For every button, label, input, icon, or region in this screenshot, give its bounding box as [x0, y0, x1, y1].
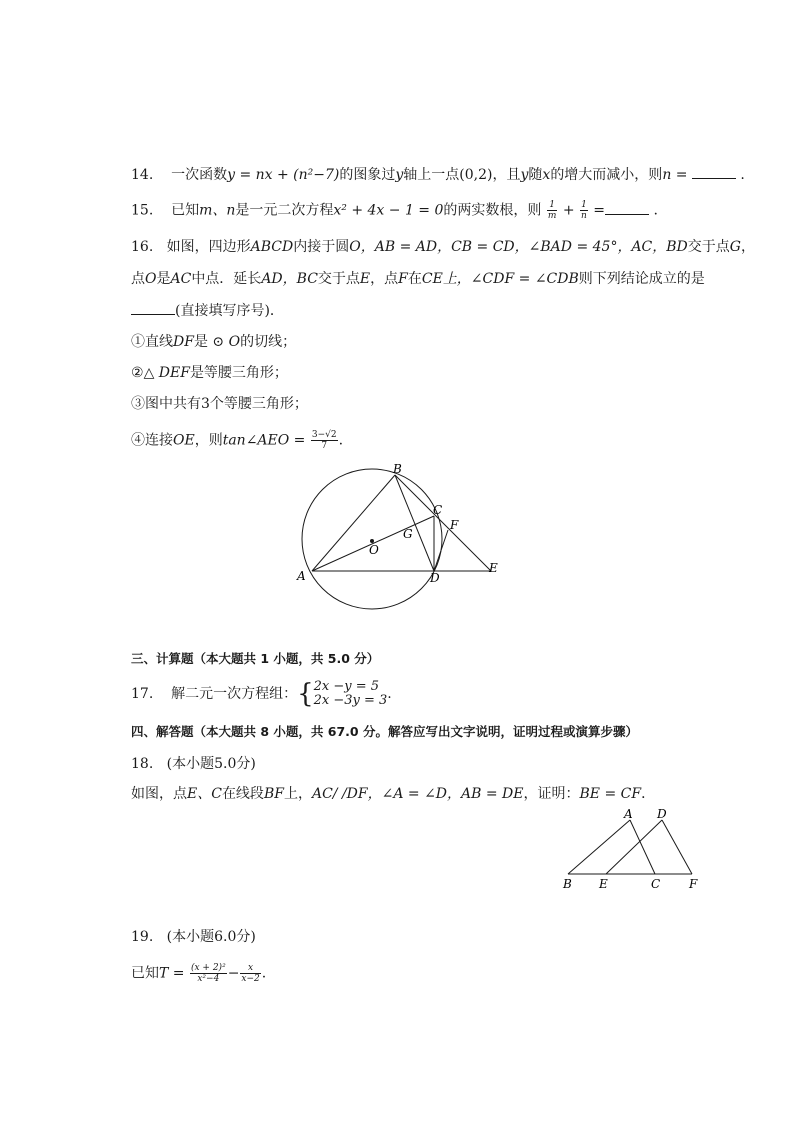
- section-heading-calculation: 三、计算题（本大题共 1 小题，共 5.0 分）: [131, 651, 380, 666]
- question-text: 轴上一点: [403, 167, 460, 183]
- math-expression: 上，∠CDF = ∠CDB: [442, 271, 579, 287]
- question-text: 如图，四边形: [166, 239, 251, 255]
- label-c: C: [651, 877, 661, 891]
- question-text: 在线段: [221, 786, 264, 802]
- question-16-line-1: [131, 238, 755, 256]
- punctuation: .: [653, 202, 658, 219]
- answer-blank[interactable]: [605, 202, 649, 215]
- question-16-line-3: [131, 302, 284, 320]
- math-variable: F: [398, 271, 408, 287]
- math-variable: E: [359, 271, 371, 287]
- question-text: 交于点: [687, 239, 730, 255]
- label-d: D: [657, 807, 667, 821]
- math-expression: AC/ /DF，∠A = ∠D，AB = DE: [311, 786, 524, 802]
- punctuation: .: [338, 432, 344, 449]
- label-b: B: [393, 462, 402, 476]
- question-number: 17.: [131, 686, 154, 702]
- math-variable: y: [520, 167, 529, 183]
- fraction-denominator: m: [547, 211, 557, 221]
- option-4: [131, 430, 343, 451]
- question-number: 16.: [131, 239, 154, 255]
- fraction-denominator: 7: [321, 441, 328, 451]
- equation-system: [314, 680, 388, 708]
- math-variable: G: [729, 239, 741, 255]
- math-operator: −: [227, 965, 240, 982]
- label-e: E: [489, 561, 498, 575]
- question-16-line-2: [131, 270, 705, 288]
- label-e: E: [599, 877, 608, 891]
- fraction: [190, 963, 227, 984]
- question-text: 是一元二次方程: [235, 202, 334, 219]
- math-variable: O: [145, 271, 157, 287]
- option-text: 的切线；: [240, 334, 297, 350]
- punctuation: ．: [641, 786, 656, 802]
- math-variables: m、n: [199, 202, 236, 219]
- fraction-denominator: n: [581, 211, 587, 221]
- question-text: 随: [528, 167, 543, 183]
- label-b: B: [563, 877, 572, 891]
- math-point: (0,2): [459, 167, 493, 183]
- figure-triangles: [558, 805, 704, 893]
- fraction-numerator: (x + 2)²: [190, 963, 226, 973]
- segment-be: [395, 475, 491, 571]
- section-heading-answers: 四、解答题（本大题共 8 小题，共 67.0 分。解答应写出文字说明，证明过程或演算步骤）: [131, 724, 638, 739]
- math-variable: AC: [170, 271, 192, 287]
- question-number: 14.: [131, 167, 154, 183]
- question-text: 在: [407, 271, 422, 287]
- question-text: (直接填写序号)．: [175, 303, 284, 319]
- question-number: 19.: [131, 929, 154, 945]
- question-17: [131, 680, 392, 708]
- question-score: (本小题5.0分): [166, 756, 256, 772]
- option-text: ②: [131, 365, 144, 381]
- math-number: 3: [201, 396, 210, 412]
- label-d: D: [430, 571, 440, 585]
- math-variable: O: [349, 239, 361, 255]
- question-text: 交于点: [317, 271, 360, 287]
- math-variable: OE: [173, 432, 195, 449]
- segment-df: [662, 820, 692, 874]
- math-variable: CE: [421, 271, 443, 287]
- math-variable: O: [228, 334, 241, 350]
- question-19-text: [131, 963, 266, 984]
- option-text: 是 ⊙: [193, 334, 229, 350]
- label-a: A: [624, 807, 633, 821]
- math-variable: y: [395, 167, 404, 183]
- label-c: C: [433, 503, 443, 517]
- equation-2: 2x −3y = 3: [313, 693, 388, 708]
- fraction-numerator: 1: [547, 200, 558, 211]
- fraction: [311, 430, 338, 451]
- question-text: 内接于圆: [293, 239, 350, 255]
- option-text: ③图中共有: [131, 396, 201, 412]
- question-number: 18.: [131, 756, 154, 772]
- math-operator: =: [593, 202, 606, 219]
- fraction: [580, 200, 588, 221]
- option-2: [131, 364, 288, 382]
- option-text: 是等腰三角形；: [189, 365, 288, 381]
- question-19-header: [131, 928, 256, 946]
- option-text: ①直线: [131, 334, 173, 350]
- figure-circle-quadrilateral: [296, 456, 510, 612]
- fraction: [240, 963, 260, 984]
- question-text: 上，: [283, 786, 312, 802]
- segment-df: [434, 530, 448, 571]
- fraction-numerator: 3−√2: [311, 430, 337, 440]
- fraction-denominator: x²−4: [197, 974, 220, 984]
- option-3: [131, 395, 308, 413]
- fraction-numerator: x: [240, 963, 260, 974]
- question-text: ，点: [370, 271, 399, 287]
- segment-bd: [395, 475, 434, 571]
- math-variable: n =: [662, 167, 688, 183]
- brace-symbol: {: [297, 679, 314, 709]
- math-variable: DF: [173, 334, 194, 350]
- question-score: (本小题6.0分): [166, 929, 256, 945]
- math-equation: x² + 4x − 1 = 0: [333, 202, 444, 219]
- question-text: ，证明：: [523, 786, 580, 802]
- option-text: 个等腰三角形；: [209, 396, 308, 412]
- question-text: 点: [131, 271, 145, 287]
- option-text: ，则: [194, 432, 223, 449]
- question-text: 的图象过: [339, 167, 396, 183]
- question-number: 15.: [131, 202, 154, 219]
- math-variable: x: [542, 167, 551, 183]
- math-expression: ，AB = AD，CB = CD，∠BAD = 45°，AC，BD: [360, 239, 688, 255]
- math-variables: E、C: [187, 786, 222, 802]
- question-text: 的增大而减小，则: [550, 167, 663, 183]
- segment-ab: [312, 475, 395, 571]
- option-1: [131, 333, 296, 351]
- punctuation: .: [740, 167, 745, 183]
- question-text: 的两实数根，则: [443, 202, 542, 219]
- segment-ba: [568, 820, 630, 874]
- answer-blank[interactable]: [131, 302, 175, 315]
- question-text: 如图，点: [131, 786, 187, 802]
- question-text: ，且: [492, 167, 521, 183]
- math-expression: y = nx + (n²−7): [227, 167, 340, 183]
- question-text: 已知: [131, 965, 159, 982]
- punctuation: .: [261, 965, 267, 982]
- label-a: A: [297, 569, 306, 583]
- punctuation: .: [387, 686, 392, 702]
- label-f: F: [450, 518, 459, 532]
- answer-blank[interactable]: [692, 166, 736, 179]
- fraction-denominator: x−2: [241, 974, 260, 984]
- label-g: G: [403, 527, 413, 541]
- math-variable: ABCD: [250, 239, 294, 255]
- question-18-text: [131, 785, 655, 803]
- question-text: 中点．延长: [191, 271, 262, 287]
- math-expression: △ DEF: [143, 365, 190, 381]
- math-expression: T =: [159, 965, 185, 982]
- question-text: 已知: [171, 202, 200, 219]
- question-text: 则下列结论成立的是: [578, 271, 705, 287]
- punctuation: ，: [740, 239, 755, 255]
- equation-1: 2x −y = 5: [313, 679, 380, 694]
- question-text: 一次函数: [171, 167, 228, 183]
- option-text: ④连接: [131, 432, 173, 449]
- math-expression: BE = CF: [579, 786, 642, 802]
- label-o: O: [369, 543, 379, 557]
- question-text: 解二元一次方程组：: [171, 686, 298, 702]
- label-f: F: [689, 877, 698, 891]
- question-text: 是: [156, 271, 171, 287]
- question-18-header: [131, 755, 256, 773]
- math-variable: BF: [263, 786, 284, 802]
- fraction: [547, 200, 558, 221]
- fraction-numerator: 1: [581, 200, 587, 210]
- question-15: [131, 200, 658, 221]
- math-expression: tan∠AEO =: [222, 432, 306, 449]
- math-expression: AD，BC: [261, 271, 318, 287]
- math-operator: +: [562, 202, 575, 219]
- question-14: [131, 166, 745, 184]
